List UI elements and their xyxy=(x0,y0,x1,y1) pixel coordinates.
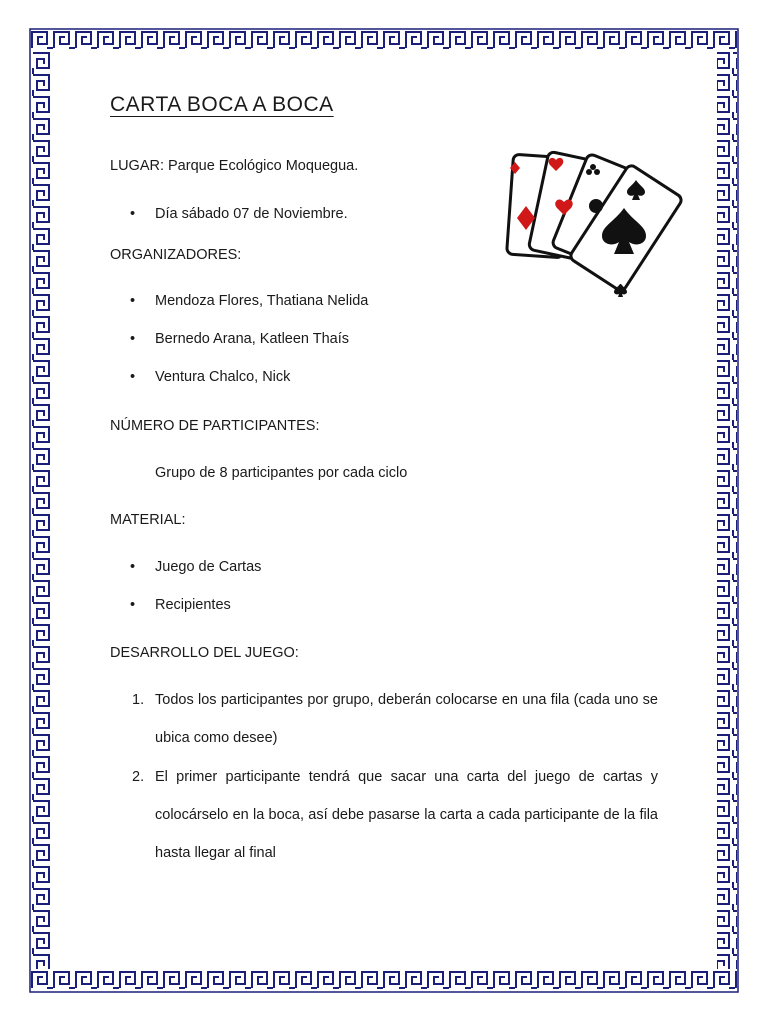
bullet-icon: • xyxy=(130,597,136,613)
page-title: CARTA BOCA A BOCA xyxy=(110,93,334,116)
bullet-icon: • xyxy=(130,293,136,309)
bullet-icon: • xyxy=(130,369,136,385)
material-item: Juego de Cartas xyxy=(155,559,262,575)
bullet-icon: • xyxy=(130,206,136,222)
step-text: El primer participante tendrá que sacar una carta del juego de cartas y colocárselo en la boca, así debe pasarse la carta a cada participante de la fila hasta llegar al final xyxy=(155,769,658,861)
organizador-item: Ventura Chalco, Nick xyxy=(155,369,291,385)
lugar-line: LUGAR: Parque Ecológico Moquegua. xyxy=(110,158,359,174)
organizadores-heading: ORGANIZADORES: xyxy=(110,247,242,263)
organizador-item: Bernedo Arana, Katleen Thaís xyxy=(155,331,350,347)
organizador-item: Mendoza Flores, Thatiana Nelida xyxy=(155,293,369,309)
step-number: 1. xyxy=(132,692,145,708)
material-heading: MATERIAL: xyxy=(110,512,186,528)
step-number: 2. xyxy=(132,769,145,785)
desarrollo-heading: DESARROLLO DEL JUEGO: xyxy=(110,645,299,661)
bullet-icon: • xyxy=(130,559,136,575)
participantes-heading: NÚMERO DE PARTICIPANTES: xyxy=(110,418,320,434)
step-text: Todos los participantes por grupo, deberán colocarse en una fila (cada uno se ubica como desee) xyxy=(155,692,658,746)
fecha-item: Día sábado 07 de Noviembre. xyxy=(155,206,348,222)
bullet-icon: • xyxy=(130,331,136,347)
material-item: Recipientes xyxy=(155,597,231,613)
playing-cards-icon xyxy=(498,150,704,310)
participantes-text: Grupo de 8 participantes por cada ciclo xyxy=(155,465,408,481)
